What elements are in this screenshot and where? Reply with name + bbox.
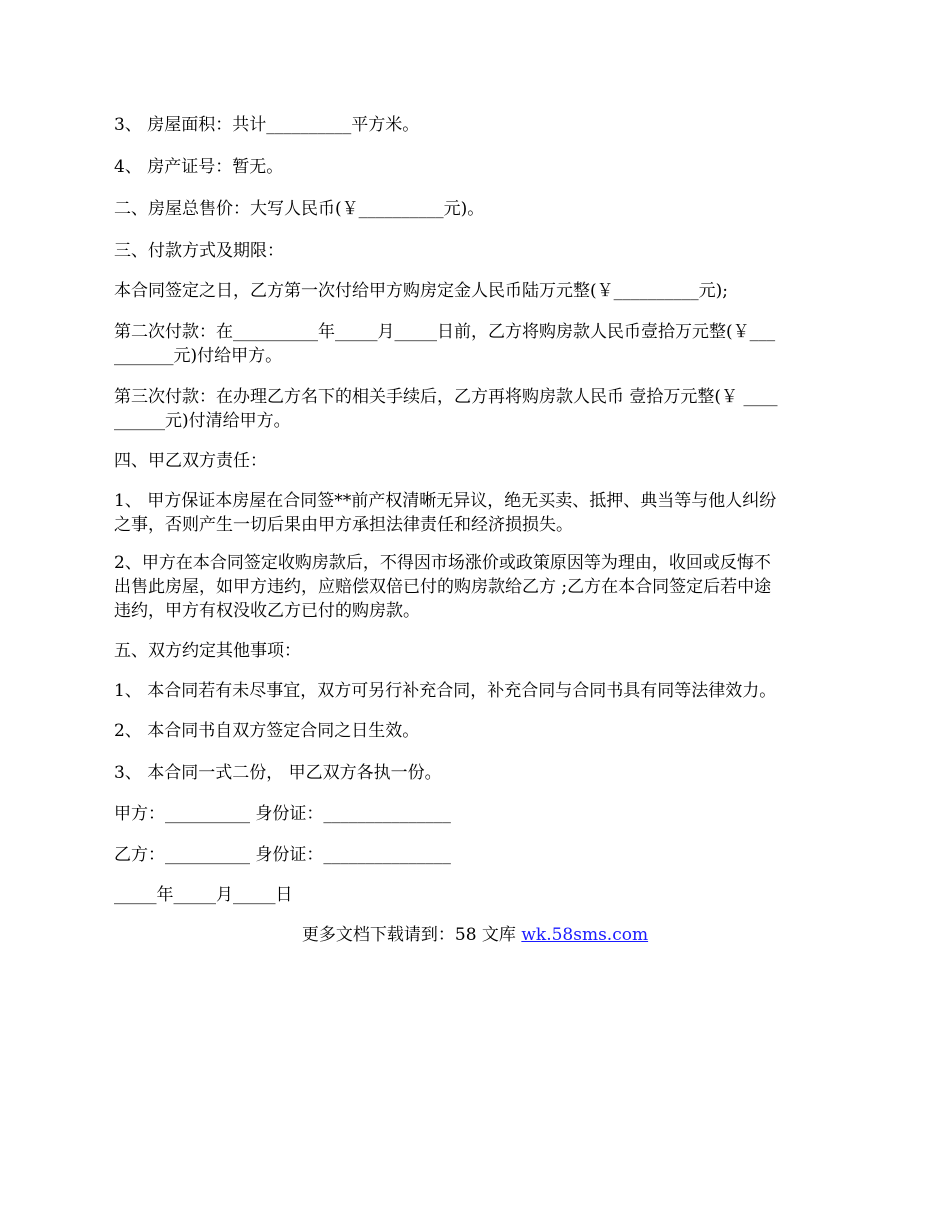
paragraph-third-payment-line1: 第三次付款：在办理乙方名下的相关手续后，乙方再将购房款人民币 壹拾万元整(￥ ____: [114, 387, 778, 407]
clause-2-line2: 出售此房屋，如甲方违约，应赔偿双倍已付的购房款给乙方 ;乙方在本合同签定后若中途: [114, 577, 772, 597]
other-clause-1: 1、 本合同若有未尽事宜，双方可另行补充合同，补充合同与合同书具有同等法律效力。: [114, 681, 777, 701]
clause-2-line1: 2、甲方在本合同签定收购房款后，不得因市场涨价或政策原因等为理由，收回或反悔不: [114, 553, 771, 573]
footer-text: 更多文档下载请到：58 文库: [301, 925, 522, 945]
footer: [0, 922, 950, 948]
paragraph-third-payment-line2: ______元)付清给甲方。: [114, 411, 291, 431]
party-a-signature-line: 甲方：__________ 身份证：_______________: [114, 804, 451, 824]
paragraph-area: 3、 房屋面积：共计__________平方米。: [114, 115, 420, 135]
date-line: _____年_____月_____日: [114, 885, 293, 905]
clause-1-line1: 1、 甲方保证本房屋在合同签**前产权清晰无异议，绝无买卖、抵押、典当等与他人纠纷: [114, 491, 777, 511]
section-responsibilities-heading: 四、甲乙双方责任：: [114, 451, 267, 471]
section-payment-heading: 三、付款方式及期限：: [114, 241, 284, 261]
other-clause-2: 2、 本合同书自双方签定合同之日生效。: [114, 721, 420, 741]
footer-link[interactable]: wk.58sms.com: [521, 925, 649, 945]
clause-2-line3: 违约，甲方有权没收乙方已付的购房款。: [114, 601, 420, 621]
clause-1-line2: 之事，否则产生一切后果由甲方承担法律责任和经济损损失。: [114, 515, 573, 535]
paragraph-second-payment-line2: _______元)付给甲方。: [114, 346, 283, 366]
other-clause-3: 3、 本合同一式二份， 甲乙双方各执一份。: [114, 763, 442, 783]
section-total-price: 二、房屋总售价：大写人民币(￥__________元)。: [114, 199, 485, 219]
party-b-signature-line: 乙方：__________ 身份证：_______________: [114, 845, 451, 865]
paragraph-second-payment-line1: 第二次付款：在__________年_____月_____日前，乙方将购房款人民币壹拾万元整(￥___: [114, 322, 776, 342]
section-other-matters-heading: 五、双方约定其他事项：: [114, 641, 301, 661]
paragraph-first-payment: 本合同签定之日，乙方第一次付给甲方购房定金人民币陆万元整(￥__________元);: [114, 281, 728, 301]
paragraph-certificate: 4、 房产证号：暂无。: [114, 157, 284, 177]
